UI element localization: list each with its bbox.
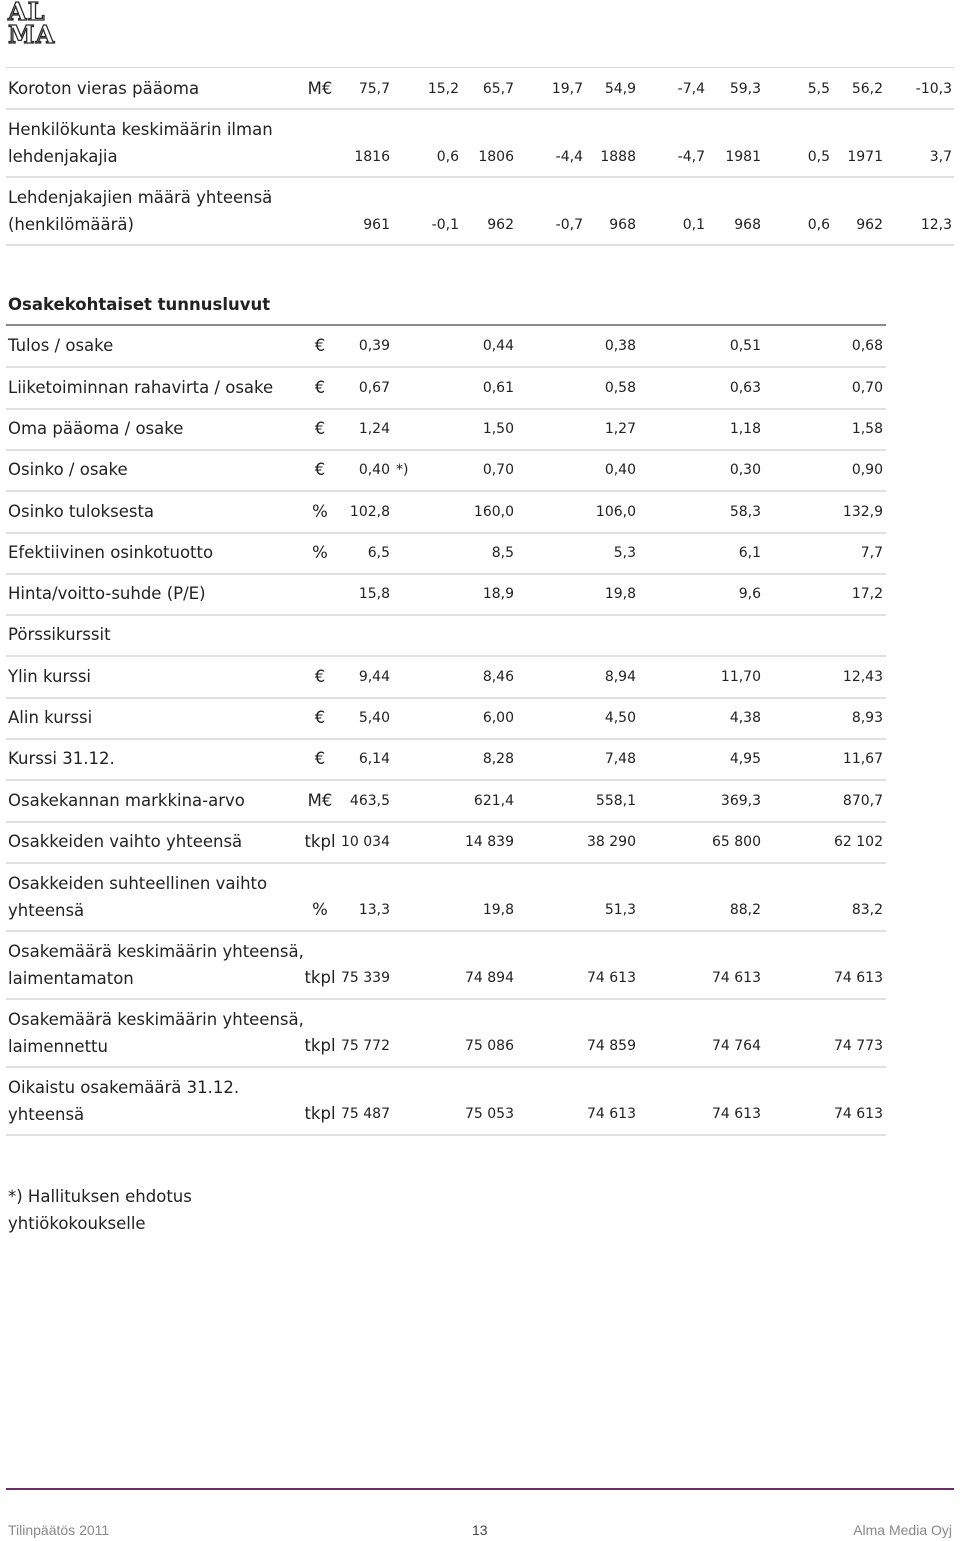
cell-value: 15,2 <box>427 81 459 97</box>
footer-left: Tilinpäätös 2011 <box>8 1522 110 1538</box>
row-unit: € <box>314 377 326 397</box>
cell-value: 0,40 <box>604 462 636 479</box>
cell-value: 0,58 <box>604 379 636 396</box>
row-unit: € <box>314 336 326 356</box>
alma-logo <box>8 0 56 49</box>
section-title: Osakekohtaiset tunnusluvut <box>8 295 271 314</box>
cell-value: 8,28 <box>482 751 514 768</box>
cell-value: 74 613 <box>712 969 761 986</box>
row-divider <box>6 697 886 699</box>
cell-value: 62 102 <box>834 833 883 850</box>
cell-value: 65 800 <box>712 833 761 850</box>
cell-value: 19,8 <box>604 586 636 603</box>
row-unit: € <box>314 749 326 769</box>
row-label: Oikaistu osakemäärä 31.12. yhteensä <box>8 1077 240 1124</box>
cell-value: 75 339 <box>341 969 390 986</box>
cell-value: -0,1 <box>431 217 459 233</box>
cell-value: 58,3 <box>729 503 761 520</box>
row-divider <box>6 1066 886 1068</box>
cell-value: 0,70 <box>482 462 514 479</box>
footnote <box>8 1183 192 1237</box>
cell-value: -10,3 <box>915 81 952 97</box>
cell-value: 11,67 <box>842 751 883 768</box>
cell-value: 1,50 <box>482 420 514 437</box>
row-divider <box>6 655 886 657</box>
cell-value: 463,5 <box>349 792 390 809</box>
cell-value: -4,7 <box>677 149 705 165</box>
footer-right: Alma Media Oyj <box>853 1522 952 1538</box>
cell-value: 4,95 <box>729 751 761 768</box>
cell-value: 74 613 <box>834 1105 883 1122</box>
cell-value: 6,00 <box>482 710 514 726</box>
cell-value: 15,8 <box>358 586 390 603</box>
row-divider <box>6 821 886 823</box>
row-unit: tkpl <box>304 1103 336 1123</box>
cell-value: 1,27 <box>604 420 636 437</box>
row-divider <box>6 408 886 410</box>
row-divider <box>6 573 886 575</box>
row-divider <box>6 998 886 1000</box>
row-label: Osakekannan markkina-arvo <box>8 790 245 810</box>
row-unit: M€ <box>307 790 333 810</box>
cell-value: 14 839 <box>465 833 514 850</box>
row-divider <box>6 532 886 534</box>
row-label: Ylin kurssi <box>8 666 92 686</box>
cell-value: 6,14 <box>358 751 390 768</box>
cell-value: 1971 <box>847 149 883 165</box>
cell-value: 132,9 <box>842 503 883 520</box>
cell-value: 968 <box>734 217 761 233</box>
cell-value: 75,7 <box>358 81 390 97</box>
row-label: Efektiivinen osinkotuotto <box>8 542 214 562</box>
page-number: 13 <box>472 1522 488 1538</box>
row-label: Osakemäärä keskimäärin yhteensä, laimentamaton <box>8 941 304 988</box>
row-unit: € <box>314 708 326 727</box>
cell-value: 56,2 <box>851 81 883 97</box>
cell-value: 0,5 <box>807 149 830 165</box>
row-label: Liiketoiminnan rahavirta / osake <box>8 377 274 397</box>
logo-line-2: MA <box>8 20 56 49</box>
cell-value: 1888 <box>600 149 636 165</box>
cell-value: -4,4 <box>555 149 583 165</box>
cell-value: 13,3 <box>358 901 390 918</box>
cell-value: 0,30 <box>729 462 761 479</box>
footnote-marker: *) <box>396 462 409 479</box>
row-label: Henkilökunta keskimäärin ilman lehdenjakajia <box>8 120 273 166</box>
cell-value: 38 290 <box>587 833 636 850</box>
cell-value: 8,93 <box>851 710 883 726</box>
cell-value: 74 764 <box>712 1037 761 1054</box>
cell-value: 74 859 <box>587 1037 636 1054</box>
cell-value: 0,40 <box>358 462 390 479</box>
cell-value: 51,3 <box>604 901 636 918</box>
section-divider <box>6 324 886 326</box>
cell-value: 0,90 <box>851 462 883 479</box>
row-label: Alin kurssi <box>8 708 93 727</box>
cell-value: 5,3 <box>613 544 636 561</box>
cell-value: 88,2 <box>729 901 761 918</box>
cell-value: 74 613 <box>587 1105 636 1122</box>
row-divider <box>6 738 886 740</box>
row-divider <box>6 614 886 616</box>
row-divider <box>6 779 886 781</box>
cell-value: 0,70 <box>851 379 883 396</box>
cell-value: 0,6 <box>436 149 459 165</box>
cell-value: 19,7 <box>551 81 583 97</box>
cell-value: 75 086 <box>465 1037 514 1054</box>
cell-value: 0,38 <box>604 338 636 355</box>
cell-value: 12,3 <box>920 217 952 233</box>
cell-value: 0,68 <box>851 338 883 355</box>
cell-value: 1,24 <box>358 420 390 437</box>
row-unit: M€ <box>307 79 333 98</box>
cell-value: 11,70 <box>720 668 761 685</box>
cell-value: 1,18 <box>729 420 761 437</box>
row-unit: % <box>312 899 328 919</box>
cell-value: 10 034 <box>341 833 390 850</box>
row-divider <box>6 108 954 110</box>
cell-value: 74 613 <box>712 1105 761 1122</box>
cell-value: 0,63 <box>729 379 761 396</box>
row-label: Osakemäärä keskimäärin yhteensä, laimennettu <box>8 1009 304 1056</box>
cell-value: 870,7 <box>842 792 883 809</box>
cell-value: -7,4 <box>677 81 705 97</box>
row-label: Tulos / osake <box>8 336 114 356</box>
cell-value: 0,61 <box>482 379 514 396</box>
cell-value: 83,2 <box>851 901 883 918</box>
cell-value: 5,40 <box>358 710 390 726</box>
cell-value: 74 613 <box>834 969 883 986</box>
cell-value: 7,7 <box>860 544 883 561</box>
row-unit: tkpl <box>304 831 336 851</box>
cell-value: 621,4 <box>473 792 514 809</box>
row-label: Osinko / osake <box>8 460 128 480</box>
cell-value: 9,6 <box>738 586 761 603</box>
cell-value: 18,9 <box>482 586 514 603</box>
cell-value: 8,5 <box>491 544 514 561</box>
row-label: Oma pääoma / osake <box>8 418 184 438</box>
cell-value: 9,44 <box>358 668 390 685</box>
cell-value: 5,5 <box>807 81 830 97</box>
logo-line-1: AL <box>8 0 46 26</box>
cell-value: 962 <box>487 217 514 233</box>
top-divider <box>6 67 954 68</box>
cell-value: 6,5 <box>367 544 390 561</box>
cell-value: 75 487 <box>341 1105 390 1122</box>
cell-value: 8,46 <box>482 668 514 685</box>
cell-value: 1816 <box>354 149 390 165</box>
row-divider <box>6 176 954 178</box>
cell-value: 74 613 <box>587 969 636 986</box>
row-unit: € <box>314 460 326 480</box>
cell-value: 102,8 <box>349 503 390 520</box>
row-label: Koroton vieras pääoma <box>8 79 200 98</box>
row-label: Hinta/voitto-suhde (P/E) <box>8 584 206 604</box>
cell-value: 75 772 <box>341 1037 390 1054</box>
row-label: Osakkeiden suhteellinen vaihto yhteensä <box>8 873 268 920</box>
row-label: Kurssi 31.12. <box>8 749 115 769</box>
cell-value: 3,7 <box>929 149 952 165</box>
cell-value: 0,44 <box>482 338 514 355</box>
cell-value: 160,0 <box>473 503 514 520</box>
cell-value: 0,51 <box>729 338 761 355</box>
row-divider <box>6 490 886 492</box>
cell-value: 968 <box>609 217 636 233</box>
row-label: Lehdenjakajien määrä yhteensä (henkilömäärä) <box>8 188 273 234</box>
row-label: Osinko tuloksesta <box>8 501 155 521</box>
cell-value: 106,0 <box>595 503 636 520</box>
row-divider <box>6 930 886 932</box>
cell-value: 961 <box>363 217 390 233</box>
cell-value: 4,50 <box>604 710 636 726</box>
cell-value: 1806 <box>478 149 514 165</box>
cell-value: 65,7 <box>482 81 514 97</box>
cell-value: 17,2 <box>851 586 883 603</box>
cell-value: 962 <box>856 217 883 233</box>
cell-value: -0,7 <box>555 217 583 233</box>
cell-value: 8,94 <box>604 668 636 685</box>
cell-value: 6,1 <box>738 544 761 561</box>
row-divider <box>6 244 954 246</box>
cell-value: 75 053 <box>465 1105 514 1122</box>
row-divider <box>6 449 886 451</box>
row-unit: % <box>312 501 328 521</box>
cell-value: 19,8 <box>482 901 514 918</box>
footer-divider <box>6 1488 954 1490</box>
cell-value: 59,3 <box>729 81 761 97</box>
cell-value: 0,39 <box>358 338 390 355</box>
cell-value: 0,67 <box>358 379 390 396</box>
cell-value: 12,43 <box>842 668 883 685</box>
cell-value: 4,38 <box>729 710 761 726</box>
cell-value: 369,3 <box>720 792 761 809</box>
footnote-text: *) Hallituksen ehdotus yhtiökokoukselle <box>8 1187 192 1233</box>
row-unit: tkpl <box>304 1035 336 1055</box>
row-divider <box>6 862 886 864</box>
row-divider <box>6 366 886 368</box>
cell-value: 7,48 <box>604 751 636 768</box>
row-unit: tkpl <box>304 967 336 987</box>
cell-value: 74 894 <box>465 969 514 986</box>
cell-value: 0,1 <box>682 217 705 233</box>
row-divider <box>6 1134 886 1136</box>
cell-value: 74 773 <box>834 1037 883 1054</box>
row-unit: € <box>314 666 326 686</box>
cell-value: 1981 <box>725 149 761 165</box>
cell-value: 54,9 <box>604 81 636 97</box>
cell-value: 558,1 <box>595 792 636 809</box>
row-unit: % <box>312 542 328 562</box>
row-label: Pörssikurssit <box>8 625 111 645</box>
cell-value: 0,6 <box>807 217 830 233</box>
row-unit: € <box>314 418 326 438</box>
cell-value: 1,58 <box>851 420 883 437</box>
row-label: Osakkeiden vaihto yhteensä <box>8 831 243 851</box>
